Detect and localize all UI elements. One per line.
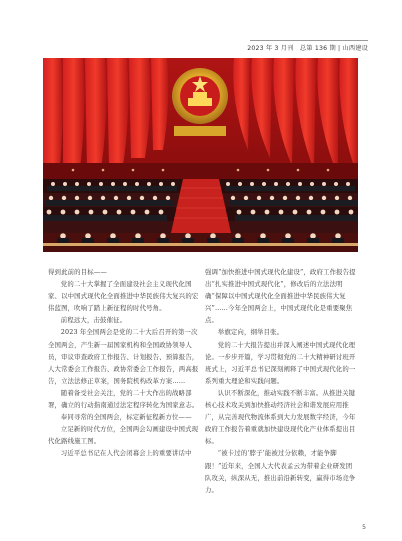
paragraph: 强调“加快推进中国式现代化建设”，政府工作报告提出“扎实推进中国式现代化”，修改后的立法法明确“保障以中国式现代化全面推进中华民族伟大复兴”……今年全国两会上，中国式现代化是重要聚焦点。 (205, 268, 356, 325)
header-rule (250, 40, 368, 41)
issue-header: 2023 年 3 月刊 总第 136 期 | 山西建设 (247, 45, 368, 52)
congress-hall-illustration (43, 58, 358, 252)
paragraph: “被卡过的‘脖子’能被过分依赖，才能争脚跟！”近年来，全国人大代表孟云为带着企业研发团队攻关，纵深从无，推出前沿新转变，赢得市场竞争力。 (205, 449, 356, 494)
paragraph: 习近平总书记在人代会闭幕会上的重要讲话中 (60, 449, 192, 458)
paragraph: 随着备受社会关注，党的二十大作出的战略部署，确立的行动指南通过法定程序转化为国家意志。 (48, 388, 199, 410)
paragraph: 认识不断深化，推动实践不断丰富。从推进关键核心技术攻关到加快推动经济社会和谐发展应用推广，从完善现代物流体系到大力发展数字经济，今年政府工作报告着重就加快建设现代化产业体系提出目标。 (205, 388, 356, 446)
page-number: 5 (362, 524, 366, 531)
paragraph: 举旗定向，纲举目张。 (217, 328, 284, 337)
paragraph: 得到此前的目标—— (48, 268, 107, 276)
article-column-left (48, 266, 200, 460)
paragraph: 2023 年全国两会是党的二十大后召开的第一次全国两会，产生新一届国家机构和全国政协领导人员，审议审查政府工作报告、计划报告、预算报告，人大常委会工作报告、政协常委会工作报告，两高报告，立法法修正草案，国务院机构改革方案…… (48, 328, 199, 385)
paragraph: 党的二十大报告提出并深入阐述中国式现代化理论。一步步开篇，学习贯彻党的二十大精神研讨班开班式上，习近平总书记深刻阐释了中国式现代化的一系列重大理论和实践问题。 (205, 340, 356, 385)
paragraph: 党的二十大掌握了全面建设社会主义现代化国家、以中国式现代化全面推进中华民族伟大复兴的宏伟蓝图，吹响了踏上新征程的时代号角。 (48, 280, 199, 313)
paragraph: 立足新的时代方位，全国两会勾画建设中国式现代化路线施工图。 (48, 425, 199, 446)
congress-hall-photo (43, 58, 358, 252)
paragraph: 奉同寻常的全国两会，标定新征程新方位—— (60, 413, 192, 422)
paragraph: 前程远大，击鼓催征。 (60, 316, 127, 325)
article-column-right (205, 266, 357, 496)
